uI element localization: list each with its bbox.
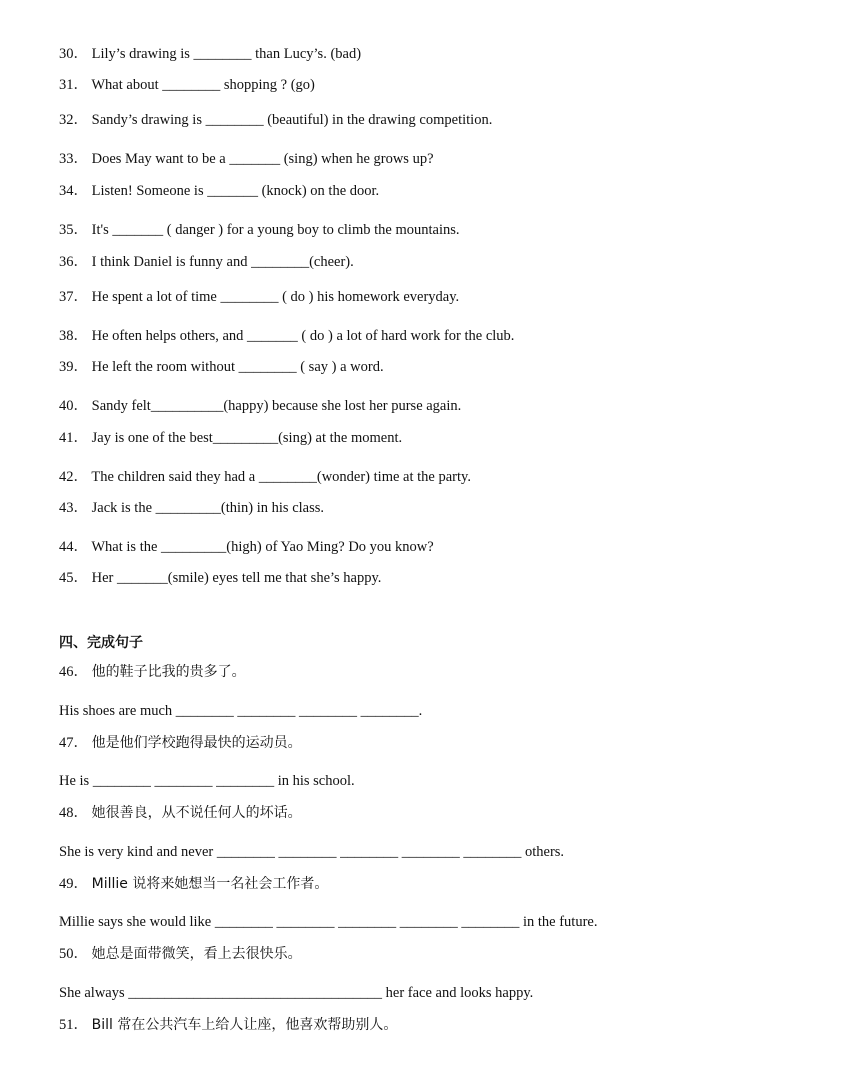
question-text: It's _______ ( danger ) for a young boy to climb the mountains.	[91, 222, 460, 238]
question-42	[59, 468, 471, 486]
question-33	[59, 150, 434, 168]
question-34	[59, 182, 379, 200]
question-number: 38．	[59, 328, 88, 344]
question-text: He often helps others, and _______ ( do ) a lot of hard work for the club.	[91, 328, 515, 344]
question-text: Sandy’s drawing is ________ (beautiful) in the drawing competition.	[91, 112, 493, 128]
question-number: 50．	[59, 946, 88, 962]
question-32	[59, 111, 492, 129]
question-35	[59, 221, 460, 239]
question-text: What about ________ shopping ? (go)	[91, 77, 315, 93]
question-49-prompt	[59, 875, 328, 893]
question-number: 47．	[59, 735, 88, 751]
question-number: 31．	[59, 77, 88, 93]
question-51-prompt	[59, 1016, 397, 1034]
question-number: 32．	[59, 112, 88, 128]
question-47-answer: He is ________ ________ ________ in his school.	[59, 773, 355, 789]
question-prompt: 他的鞋子比我的贵多了。	[91, 664, 246, 680]
question-number: 46．	[59, 664, 88, 680]
question-text: Does May want to be a _______ (sing) when he grows up?	[91, 151, 434, 167]
question-text: Lily’s drawing is ________ than Lucy’s. (bad)	[91, 46, 362, 62]
question-text: I think Daniel is funny and ________(cheer).	[91, 254, 354, 270]
question-number: 42．	[59, 469, 88, 485]
question-44	[59, 538, 434, 556]
question-46-answer: His shoes are much ________ ________ ________ ________.	[59, 703, 423, 719]
question-text: He spent a lot of time ________ ( do ) his homework everyday.	[91, 289, 460, 305]
question-number: 35．	[59, 222, 88, 238]
question-43	[59, 499, 324, 517]
question-40	[59, 397, 461, 415]
question-prompt: 她总是面带微笑，看上去很快乐。	[91, 946, 302, 962]
question-30	[59, 45, 361, 63]
question-text: Jay is one of the best_________(sing) at the moment.	[91, 430, 403, 446]
question-number: 39．	[59, 359, 88, 375]
question-text: Listen! Someone is _______ (knock) on the door.	[91, 183, 380, 199]
question-46-prompt	[59, 663, 246, 681]
question-50-answer: She always ___________________________________ her face and looks happy.	[59, 985, 534, 1001]
question-text: Sandy felt__________(happy) because she lost her purse again.	[91, 398, 462, 414]
question-39	[59, 358, 384, 376]
question-text: The children said they had a ________(wonder) time at the party.	[91, 469, 471, 485]
question-number: 41．	[59, 430, 88, 446]
question-number: 49．	[59, 876, 88, 892]
question-48-answer: She is very kind and never ________ ________ ________ ________ ________ others.	[59, 844, 565, 860]
question-prompt: Millie 说将来她想当一名社会工作者。	[91, 876, 329, 892]
question-number: 34．	[59, 183, 88, 199]
question-number: 44．	[59, 539, 88, 555]
question-number: 33．	[59, 151, 88, 167]
question-number: 40．	[59, 398, 88, 414]
question-45	[59, 569, 381, 587]
question-36	[59, 253, 354, 271]
question-number: 45．	[59, 570, 88, 586]
question-text: What is the _________(high) of Yao Ming? Do you know?	[91, 539, 434, 555]
question-prompt: Bill 常在公共汽车上给人让座，他喜欢帮助别人。	[91, 1017, 398, 1033]
question-text: He left the room without ________ ( say ) a word.	[91, 359, 384, 375]
question-number: 51．	[59, 1017, 88, 1033]
question-text: Jack is the _________(thin) in his class.	[91, 500, 325, 516]
question-41	[59, 429, 402, 447]
question-number: 36．	[59, 254, 88, 270]
question-38	[59, 327, 514, 345]
question-50-prompt	[59, 945, 302, 963]
section-heading: 四、完成句子	[59, 635, 143, 651]
question-49-answer: Millie says she would like ________ ________ ________ ________ ________ in the future.	[59, 914, 598, 930]
question-prompt: 他是他们学校跑得最快的运动员。	[91, 735, 302, 751]
question-31	[59, 76, 315, 94]
question-47-prompt	[59, 734, 302, 752]
question-48-prompt	[59, 804, 302, 822]
question-37	[59, 288, 459, 306]
question-number: 30．	[59, 46, 88, 62]
question-prompt: 她很善良，从不说任何人的坏话。	[91, 805, 302, 821]
question-text: Her _______(smile) eyes tell me that she’s happy.	[91, 570, 382, 586]
question-number: 37．	[59, 289, 88, 305]
question-number: 43．	[59, 500, 88, 516]
question-number: 48．	[59, 805, 88, 821]
